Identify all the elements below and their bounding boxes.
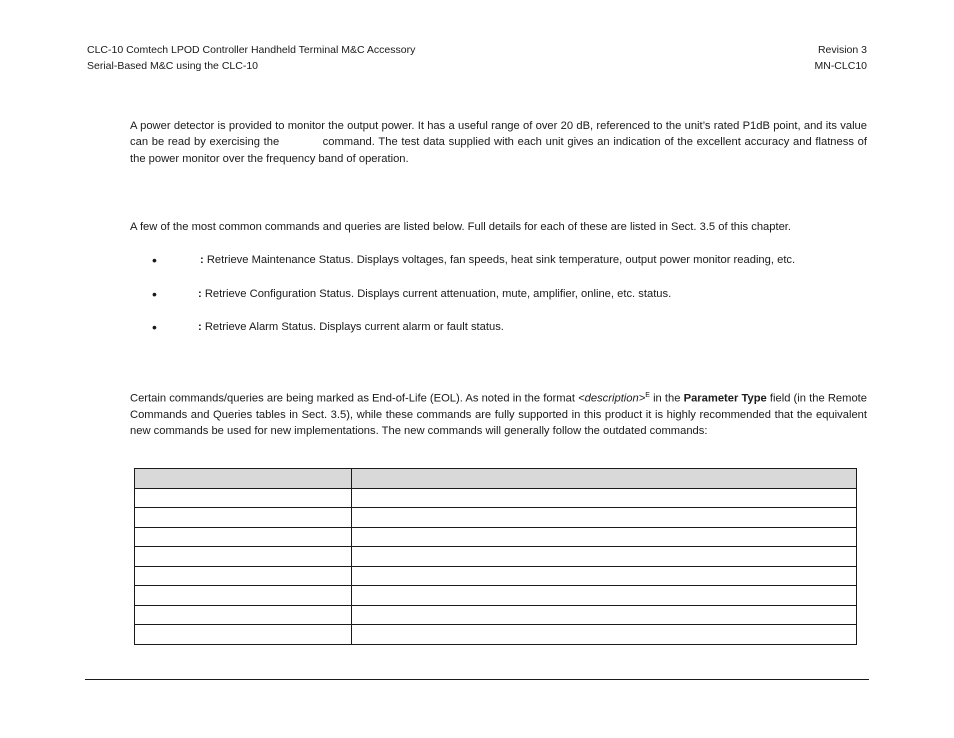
parameter-type-field: Parameter Type	[683, 392, 767, 405]
table-cell	[352, 527, 857, 547]
eol-paragraph	[130, 388, 867, 440]
eol-text: Certain commands/queries are being marked as End-of-Life (EOL). As noted in the format	[130, 392, 579, 405]
table-cell	[135, 605, 352, 625]
eol-text: in the	[649, 392, 684, 405]
revision-label: Revision 3	[817, 44, 867, 56]
table-cell	[135, 488, 352, 508]
eol-marker: E	[645, 392, 650, 399]
table-cell	[352, 605, 857, 625]
table-header-cell	[352, 469, 857, 489]
command-separator: :	[198, 288, 202, 300]
table-row	[135, 508, 857, 528]
table-row	[135, 488, 857, 508]
power-detector-text-after: command. The test data supplied with each unit gives an indication of the excellent accuracy and flatness of the power monitor over the frequency band of operation.	[130, 136, 867, 165]
command-separator: :	[200, 254, 204, 266]
table-cell	[135, 566, 352, 586]
document-title: CLC-10 Comtech LPOD Controller Handheld Terminal M&C Accessory	[87, 44, 416, 56]
running-header-left	[87, 42, 415, 74]
table-row	[135, 527, 857, 547]
table-cell	[135, 508, 352, 528]
eol-text: field (in the Remote Commands and Queries tables in Sect. 3.5), while these commands are fully supported in this product it is highly recommended that the equivalent new commands be used for new implementations. The new commands will generally follow the outdated commands:	[130, 392, 867, 438]
common-commands-intro: A few of the most common commands and queries are listed below. Full details for each of these are listed in Sect. 3.5 of this chapter.	[130, 221, 792, 233]
bullet-icon: •	[152, 319, 157, 335]
table-row	[135, 625, 857, 645]
table-cell	[352, 488, 857, 508]
eol-command-table	[134, 468, 857, 645]
table-cell	[352, 586, 857, 606]
command-description: Retrieve Maintenance Status. Displays voltages, fan speeds, heat sink temperature, output power monitor reading, etc.	[203, 254, 796, 266]
table-cell	[352, 566, 857, 586]
table-cell	[352, 547, 857, 567]
bullet-icon: •	[152, 286, 157, 302]
table-row	[135, 586, 857, 606]
chapter-title: Serial-Based M&C using the CLC-10	[87, 60, 258, 72]
format-description: <description>	[578, 392, 646, 405]
power-detector-paragraph	[130, 118, 867, 167]
table-cell	[135, 527, 352, 547]
table-cell	[135, 547, 352, 567]
bullet-icon: •	[152, 252, 157, 268]
footer-divider	[85, 679, 869, 680]
table-header-row	[135, 469, 857, 489]
document-number: MN-CLC10	[814, 60, 867, 72]
table-cell	[135, 625, 352, 645]
table-cell	[135, 586, 352, 606]
command-separator: :	[198, 321, 202, 333]
table-row	[135, 547, 857, 567]
table-cell	[352, 508, 857, 528]
table-row	[135, 566, 857, 586]
table-row	[135, 605, 857, 625]
command-description: Retrieve Configuration Status. Displays current attenuation, mute, amplifier, online, etc. status.	[201, 288, 672, 300]
table-cell	[352, 625, 857, 645]
running-header-right	[814, 42, 867, 74]
power-detector-text-before: A power detector is provided to monitor the output power. It has a useful range of over 20 dB, referenced to the unit’s rated P1dB point, and its value can be read by exercising the	[130, 120, 867, 149]
table-header-cell	[135, 469, 352, 489]
command-description: Retrieve Alarm Status. Displays current alarm or fault status.	[201, 321, 504, 333]
